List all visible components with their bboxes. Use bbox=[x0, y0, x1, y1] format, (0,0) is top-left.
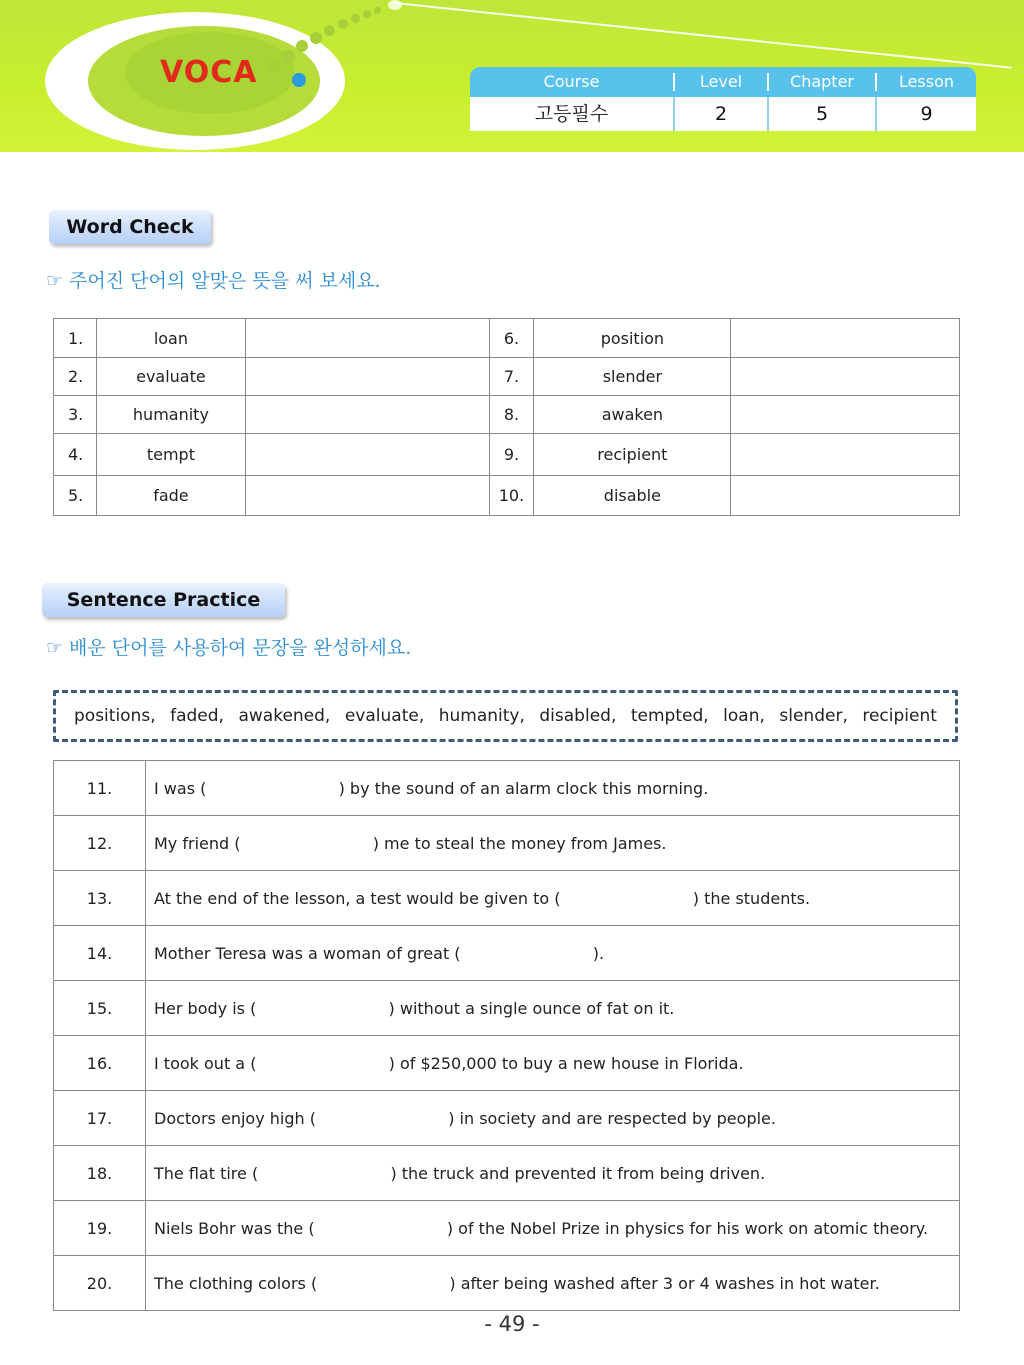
answer-cell[interactable] bbox=[245, 434, 489, 476]
decor-dot bbox=[351, 14, 360, 23]
decor-dot bbox=[296, 40, 308, 52]
item-number: 7. bbox=[489, 358, 534, 396]
word-bank-item: tempted, bbox=[630, 706, 709, 726]
word-check-instruction bbox=[46, 266, 381, 293]
item-number: 5. bbox=[54, 476, 97, 516]
level-value: 2 bbox=[675, 97, 769, 131]
table-row bbox=[54, 1201, 960, 1256]
word-bank-item: positions, bbox=[74, 706, 156, 726]
course-column-label: Course bbox=[470, 73, 675, 91]
sentence-number: 15. bbox=[54, 981, 146, 1036]
table-row bbox=[54, 1256, 960, 1311]
level-column-label: Level bbox=[675, 73, 769, 91]
answer-cell[interactable] bbox=[731, 476, 960, 516]
decor-dot bbox=[324, 25, 335, 36]
chapter-column-label: Chapter bbox=[769, 73, 877, 91]
decor-dot bbox=[282, 50, 295, 63]
table-row bbox=[54, 1036, 960, 1091]
item-number: 2. bbox=[54, 358, 97, 396]
item-number: 8. bbox=[489, 396, 534, 434]
decor-dot bbox=[363, 10, 371, 18]
vocab-word: disable bbox=[534, 476, 731, 516]
answer-cell[interactable] bbox=[245, 358, 489, 396]
item-number: 1. bbox=[54, 319, 97, 358]
vocab-word: evaluate bbox=[96, 358, 245, 396]
decor-dot-blue bbox=[292, 73, 306, 87]
sentence-text: I was ( ) by the sound of an alarm clock this morning. bbox=[146, 761, 960, 816]
word-bank-item: humanity, bbox=[438, 706, 525, 726]
sentence-number: 12. bbox=[54, 816, 146, 871]
sentence-practice-instruction bbox=[46, 633, 411, 660]
sentence-number: 14. bbox=[54, 926, 146, 981]
decor-dot bbox=[310, 32, 322, 44]
decor-dot bbox=[338, 19, 348, 29]
sentence-text: Mother Teresa was a woman of great ( ). bbox=[146, 926, 960, 981]
lesson-value: 9 bbox=[920, 103, 933, 125]
word-bank bbox=[53, 690, 958, 742]
sentence-text: My friend ( ) me to steal the money from James. bbox=[146, 816, 960, 871]
sentence-number: 18. bbox=[54, 1146, 146, 1201]
table-row bbox=[54, 871, 960, 926]
course-info-values bbox=[470, 97, 976, 131]
table-row bbox=[54, 816, 960, 871]
vocab-word: humanity bbox=[96, 396, 245, 434]
sentence-practice-instruction-text: 배운 단어를 사용하여 문장을 완성하세요. bbox=[69, 637, 412, 659]
vocab-word: tempt bbox=[96, 434, 245, 476]
pointing-hand-icon: ☞ bbox=[46, 270, 64, 292]
item-number: 9. bbox=[489, 434, 534, 476]
word-check-instruction-text: 주어진 단어의 알맞은 뜻을 써 보세요. bbox=[69, 270, 381, 292]
sentence-text: The clothing colors ( ) after being washed after 3 or 4 washes in hot water. bbox=[146, 1256, 960, 1311]
table-row bbox=[54, 926, 960, 981]
course-value: 고등필수 bbox=[470, 97, 675, 131]
sentence-text: The flat tire ( ) the truck and prevented it from being driven. bbox=[146, 1146, 960, 1201]
table-row bbox=[54, 319, 960, 358]
course-info-header bbox=[470, 67, 976, 97]
header-banner bbox=[0, 0, 1024, 152]
table-row bbox=[54, 1146, 960, 1201]
vocab-word: awaken bbox=[534, 396, 731, 434]
sentence-text: I took out a ( ) of $250,000 to buy a new house in Florida. bbox=[146, 1036, 960, 1091]
sentence-number: 16. bbox=[54, 1036, 146, 1091]
word-bank-item: recipient bbox=[862, 706, 937, 726]
vocab-word: loan bbox=[96, 319, 245, 358]
table-row bbox=[54, 981, 960, 1036]
sentence-number: 13. bbox=[54, 871, 146, 926]
chapter-value: 5 bbox=[769, 97, 877, 131]
word-bank-item: awakened, bbox=[238, 706, 331, 726]
answer-cell[interactable] bbox=[731, 358, 960, 396]
sentence-number: 19. bbox=[54, 1201, 146, 1256]
vocab-word: position bbox=[534, 319, 731, 358]
sentence-number: 20. bbox=[54, 1256, 146, 1311]
lesson-column-label: Lesson bbox=[898, 72, 955, 91]
table-row bbox=[54, 761, 960, 816]
word-bank-item: loan, bbox=[723, 706, 765, 726]
decor-beam bbox=[395, 2, 1012, 69]
page-number: - 49 - bbox=[484, 1312, 540, 1336]
table-row bbox=[54, 476, 960, 516]
item-number: 3. bbox=[54, 396, 97, 434]
word-bank-item: evaluate, bbox=[344, 706, 425, 726]
vocab-word: recipient bbox=[534, 434, 731, 476]
table-row bbox=[54, 1091, 960, 1146]
table-row bbox=[54, 396, 960, 434]
sentence-text: Niels Bohr was the ( ) of the Nobel Prize in physics for his work on atomic theory. bbox=[146, 1201, 960, 1256]
vocab-word: slender bbox=[534, 358, 731, 396]
answer-cell[interactable] bbox=[731, 396, 960, 434]
sentence-text: Her body is ( ) without a single ounce of fat on it. bbox=[146, 981, 960, 1036]
voca-logo: VOCA bbox=[160, 55, 258, 90]
table-row bbox=[54, 434, 960, 476]
sentence-text: At the end of the lesson, a test would be given to ( ) the students. bbox=[146, 871, 960, 926]
item-number: 4. bbox=[54, 434, 97, 476]
sentence-number: 17. bbox=[54, 1091, 146, 1146]
answer-cell[interactable] bbox=[245, 396, 489, 434]
item-number: 10. bbox=[489, 476, 534, 516]
answer-cell[interactable] bbox=[245, 476, 489, 516]
answer-cell[interactable] bbox=[731, 319, 960, 358]
item-number: 6. bbox=[489, 319, 534, 358]
word-bank-item: disabled, bbox=[539, 706, 617, 726]
word-bank-item: slender, bbox=[779, 706, 848, 726]
sentence-number: 11. bbox=[54, 761, 146, 816]
decor-dot bbox=[374, 7, 381, 14]
sentence-practice-label: Sentence Practice bbox=[42, 583, 285, 617]
answer-cell[interactable] bbox=[245, 319, 489, 358]
vocab-word: fade bbox=[96, 476, 245, 516]
word-check-label: Word Check bbox=[49, 210, 211, 244]
sentence-practice-table bbox=[53, 760, 960, 1311]
course-info-table bbox=[470, 67, 976, 133]
table-row bbox=[54, 358, 960, 396]
pointing-hand-icon: ☞ bbox=[46, 637, 64, 659]
sentence-text: Doctors enjoy high ( ) in society and are respected by people. bbox=[146, 1091, 960, 1146]
decor-dot bbox=[268, 60, 280, 72]
answer-cell[interactable] bbox=[731, 434, 960, 476]
word-check-table bbox=[53, 318, 960, 516]
word-bank-item: faded, bbox=[170, 706, 224, 726]
